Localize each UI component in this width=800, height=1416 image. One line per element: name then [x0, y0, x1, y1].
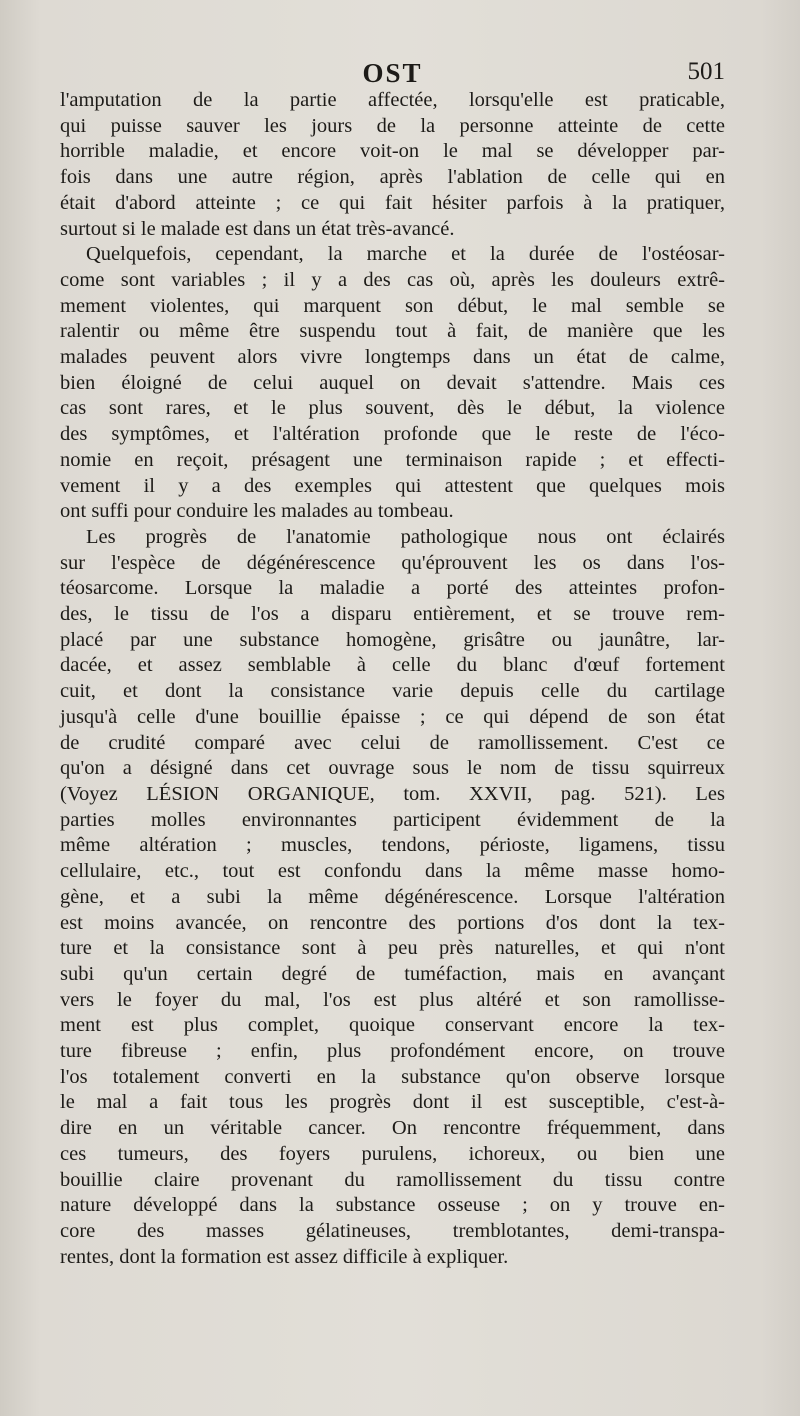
text-line: cellulaire, etc., tout est confondu dans la même masse homo- — [60, 860, 725, 883]
page-number: 501 — [687, 58, 725, 85]
text-line: jusqu'à celle d'une bouillie épaisse ; ce qui dépend de son état — [60, 705, 725, 728]
text-line: nature développé dans la substance osseuse ; on y trouve en- — [60, 1194, 725, 1217]
text-line: fois dans une autre région, après l'ablation de celle qui en — [60, 166, 725, 189]
body-text — [60, 88, 725, 1270]
text-line: cuit, et dont la consistance varie depuis celle du cartilage — [60, 680, 725, 703]
text-line: l'amputation de la partie affectée, lorsqu'elle est praticable, — [60, 89, 725, 111]
text-line: des, le tissu de l'os a disparu entièrement, et se trouve rem- — [60, 603, 725, 626]
text-line: dacée, et assez semblable à celle du blanc d'œuf fortement — [60, 654, 725, 677]
text-line: come sont variables ; il y a des cas où, après les douleurs extrê- — [60, 268, 725, 291]
text-line: ment est plus complet, quoique conservant encore la tex- — [60, 1014, 725, 1037]
text-line: surtout si le malade est dans un état très-avancé. — [60, 217, 455, 240]
text-line: de crudité comparé avec celui de ramollissement. C'est ce — [60, 731, 725, 754]
text-line: placé par une substance homogène, grisâtre ou jaunâtre, lar- — [60, 628, 725, 651]
text-line: ralentir ou même être suspendu tout à fait, de manière que les — [60, 320, 725, 343]
page-header — [60, 58, 725, 88]
text-line: le mal a fait tous les progrès dont il est susceptible, c'est-à- — [60, 1091, 725, 1114]
text-line: ces tumeurs, des foyers purulens, ichoreux, ou bien une — [60, 1142, 725, 1165]
text-line: vers le foyer du mal, l'os est plus altéré et son ramollisse- — [60, 988, 725, 1011]
text-line: vement il y a des exemples qui attestent que quelques mois — [60, 474, 725, 497]
text-line: horrible maladie, et encore voit-on le mal se développer par- — [60, 140, 725, 163]
text-line: gène, et a subi la même dégénérescence. Lorsque l'altération — [60, 885, 725, 908]
text-line: nomie en reçoit, présagent une terminaison rapide ; et effecti- — [60, 448, 725, 471]
text-line: téosarcome. Lorsque la maladie a porté des atteintes profon- — [60, 577, 725, 600]
text-line: des symptômes, et l'altération profonde que le reste de l'éco- — [60, 423, 725, 446]
text-line: bien éloigné de celui auquel on devait s'attendre. Mais ces — [60, 371, 725, 394]
text-line: core des masses gélatineuses, tremblotantes, demi-transpa- — [60, 1219, 725, 1242]
paragraph — [60, 525, 725, 1270]
text-line: Quelquefois, cependant, la marche et la durée de l'ostéosar- — [86, 243, 725, 266]
paragraph — [60, 88, 725, 242]
text-line: ont suffi pour conduire les malades au tombeau. — [60, 500, 454, 523]
text-line: (Voyez LÉSION ORGANIQUE, tom. XXVII, pag. 521). Les — [60, 782, 725, 805]
text-line: même altération ; muscles, tendons, périoste, ligamens, tissu — [60, 834, 725, 857]
text-line: ture fibreuse ; enfin, plus profondément encore, on trouve — [60, 1040, 725, 1063]
text-line: est moins avancée, on rencontre des portions d'os dont la tex- — [60, 911, 725, 934]
text-line: dire en un véritable cancer. On rencontre fréquemment, dans — [60, 1117, 725, 1140]
text-line: cas sont rares, et le plus souvent, dès le début, la violence — [60, 397, 725, 420]
running-head: OST — [362, 58, 423, 88]
text-line: malades peuvent alors vivre longtemps dans un état de calme, — [60, 346, 725, 369]
text-line: mement violentes, qui marquent son début, le mal semble se — [60, 294, 725, 317]
text-line: bouillie claire provenant du ramollissement du tissu contre — [60, 1168, 725, 1191]
text-line: ture et la consistance sont à peu près naturelles, et qui n'ont — [60, 937, 725, 960]
text-line: rentes, dont la formation est assez difficile à expliquer. — [60, 1245, 509, 1268]
text-line: était d'abord atteinte ; ce qui fait hésiter parfois à la pratiquer, — [60, 191, 725, 214]
text-line: sur l'espèce de dégénérescence qu'éprouvent les os dans l'os- — [60, 551, 725, 574]
text-line: Les progrès de l'anatomie pathologique nous ont éclairés — [86, 525, 725, 548]
text-line: subi qu'un certain degré de tuméfaction, mais en avançant — [60, 962, 725, 985]
paragraph — [60, 242, 725, 525]
text-line: qu'on a désigné dans cet ouvrage sous le nom de tissu squirreux — [60, 757, 725, 780]
text-line: qui puisse sauver les jours de la personne atteinte de cette — [60, 114, 725, 137]
text-line: parties molles environnantes participent évidemment de la — [60, 808, 725, 831]
text-line: l'os totalement converti en la substance qu'on observe lorsque — [60, 1065, 725, 1088]
